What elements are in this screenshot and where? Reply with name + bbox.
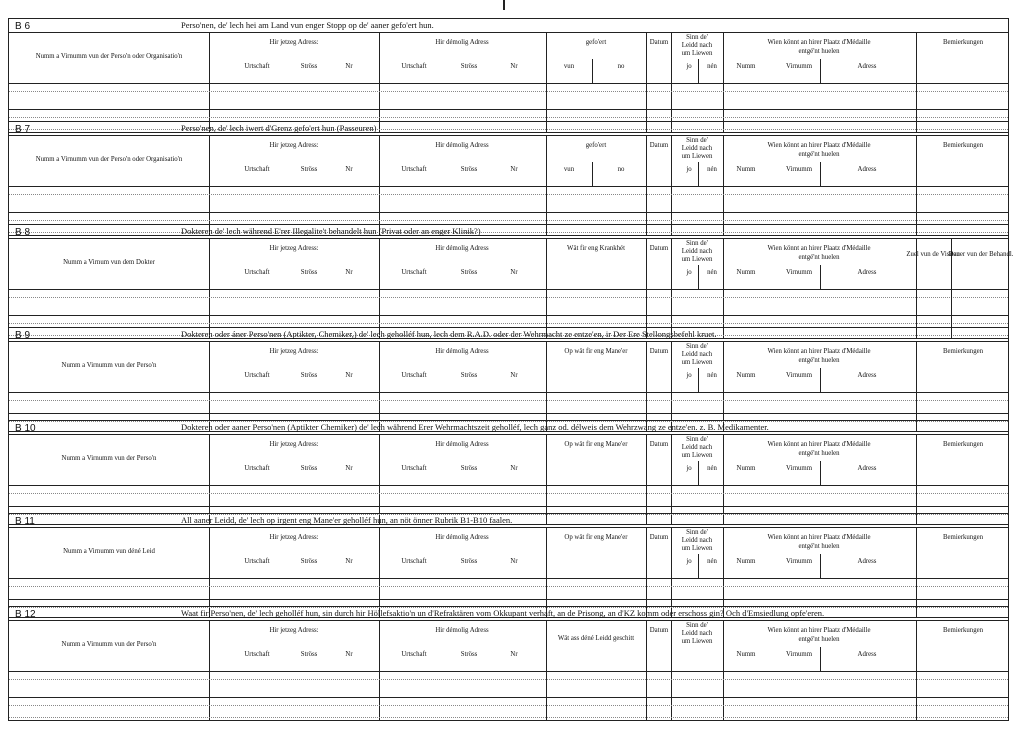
street-subheader: Ströss	[300, 63, 318, 70]
middle-column-header: Op wät fir eng Mane'er	[564, 534, 628, 541]
name-column-header: Numm a Virnumm vun déné Leid	[63, 548, 155, 555]
column-divider	[546, 342, 547, 431]
alive-column-header: Sinn de'	[686, 34, 708, 41]
medal-name-subheader: Numm	[736, 269, 756, 276]
name-column-header: Numm a Virnumm vun der Perso'n	[61, 641, 157, 648]
street-subheader: Ströss	[460, 63, 478, 70]
alive-column-header: um Liewen	[681, 545, 713, 552]
medal-address-subheader: Adress	[857, 465, 877, 472]
alive-column-header: um Liewen	[681, 256, 713, 263]
number-subheader: Nr	[510, 269, 518, 276]
number-subheader: Nr	[345, 558, 353, 565]
former-address-header: Hir démolig Adress	[435, 142, 489, 149]
medal-column-header: entgé'nt huelen	[798, 151, 840, 158]
alive-column-header: Sinn de'	[686, 436, 708, 443]
yes-no-subheader: nén	[707, 465, 717, 472]
writing-guide-line	[9, 117, 1008, 118]
yes-no-subheader: nén	[707, 372, 717, 379]
writing-guide-line	[9, 194, 1008, 195]
yes-no-divider	[698, 162, 699, 186]
yes-no-subheader: nén	[707, 269, 717, 276]
form-section	[8, 420, 1009, 525]
writing-guide-line	[9, 323, 1008, 324]
number-subheader: Nr	[510, 63, 518, 70]
town-subheader: Urtschaft	[401, 558, 427, 565]
street-subheader: Ströss	[460, 558, 478, 565]
date-column-header: Datum	[649, 348, 669, 355]
town-subheader: Urtschaft	[244, 651, 270, 658]
writing-guide-line	[9, 679, 1008, 680]
yes-no-subheader: jo	[686, 269, 692, 276]
number-subheader: Nr	[510, 465, 518, 472]
middle-column-header: Op wät fir eng Mane'er	[564, 348, 628, 355]
street-subheader: Ströss	[300, 166, 318, 173]
column-divider	[646, 342, 647, 431]
former-address-header: Hir démolig Adress	[435, 441, 489, 448]
name-column-header: Numm a Virnum vun dem Dokter	[63, 259, 155, 266]
number-subheader: Nr	[345, 63, 353, 70]
form-section	[8, 327, 1009, 432]
section-header	[8, 327, 1009, 341]
medal-divider	[820, 162, 821, 186]
header-rule	[9, 289, 1008, 290]
form-section	[8, 606, 1009, 721]
medal-column-header: Wien könnt an hirer Plaatz d'Médaille	[767, 627, 871, 634]
name-column-header: Numm a Virnumm vun der Perso'n oder Organisatio'n	[35, 156, 183, 163]
town-subheader: Urtschaft	[244, 63, 270, 70]
date-column-header: Datum	[649, 534, 669, 541]
number-subheader: Nr	[510, 372, 518, 379]
medal-address-subheader: Adress	[857, 269, 877, 276]
yes-no-subheader: jo	[686, 558, 692, 565]
writing-guide-line	[9, 705, 1008, 706]
column-divider	[379, 342, 380, 431]
yes-no-divider	[698, 368, 699, 392]
current-address-header: Hir jetzeg Adress:	[269, 245, 319, 252]
medal-column-header: Wien könnt an hirer Plaatz d'Médaille	[767, 39, 871, 46]
header-rule	[9, 578, 1008, 579]
remarks-column-header: Bemierkungen	[942, 534, 984, 541]
section-code: B 7	[15, 124, 31, 135]
writing-guide-line	[9, 717, 1008, 718]
medal-column-header: entgé'nt huelen	[798, 254, 840, 261]
writing-guide-line	[9, 220, 1008, 221]
section-table	[8, 434, 1009, 525]
alive-column-header: Leidd nach	[681, 145, 713, 152]
medal-column-header: Wien könnt an hirer Plaatz d'Médaille	[767, 441, 871, 448]
medal-firstname-subheader: Virnumm	[785, 269, 813, 276]
name-column-header: Numm a Virnumm vun der Perso'n	[61, 455, 157, 462]
medal-divider	[820, 265, 821, 289]
medal-column-header: Wien könnt an hirer Plaatz d'Médaille	[767, 245, 871, 252]
writing-guide-line	[9, 586, 1008, 587]
name-column-header: Numm a Virnumm vun der Perso'n oder Organisatio'n	[35, 53, 183, 60]
column-divider	[546, 528, 547, 617]
column-divider	[916, 342, 917, 431]
medal-column-header: Wien könnt an hirer Plaatz d'Médaille	[767, 142, 871, 149]
former-address-header: Hir démolig Adress	[435, 534, 489, 541]
column-divider	[916, 528, 917, 617]
writing-guide-line	[9, 297, 1008, 298]
remarks-column-header: Bemierkungen	[942, 142, 984, 149]
section-title: Dokteren oder aaner Perso'nen (Aptikter Chemiker) de' lech während Erer Wehrmachtszeit geholléf, lech ganz od. délweis dem Wehrzwang ze entze'en. z. B. Medikamenter.	[181, 422, 769, 432]
alive-column-header: Leidd nach	[681, 444, 713, 451]
section-header	[8, 121, 1009, 135]
column-divider	[379, 528, 380, 617]
row-rule	[9, 697, 1008, 698]
town-subheader: Urtschaft	[244, 166, 270, 173]
section-title: All aaner Leidd, de' lech op irgent eng Mane'er geholléf hun, an nöt önner Rubrik B1-B10 faalen.	[181, 515, 513, 525]
column-divider	[671, 342, 672, 431]
medal-firstname-subheader: Virnumm	[785, 372, 813, 379]
row-rule	[9, 109, 1008, 110]
number-subheader: Nr	[510, 558, 518, 565]
section-code: B 11	[15, 516, 35, 527]
medal-divider	[820, 59, 821, 83]
section-header	[8, 513, 1009, 527]
date-column-header: Datum	[649, 142, 669, 149]
header-rule	[9, 485, 1008, 486]
header-rule	[9, 83, 1008, 84]
town-subheader: Urtschaft	[244, 465, 270, 472]
yes-no-subheader: jo	[686, 63, 692, 70]
current-address-header: Hir jetzeg Adress:	[269, 441, 319, 448]
alive-column-header: Leidd nach	[681, 351, 713, 358]
medal-firstname-subheader: Virnumm	[785, 465, 813, 472]
row-rule	[9, 506, 1008, 507]
alive-column-header: um Liewen	[681, 638, 713, 645]
street-subheader: Ströss	[460, 269, 478, 276]
row-rule	[9, 413, 1008, 414]
street-subheader: Ströss	[300, 372, 318, 379]
medal-column-header: Wien könnt an hirer Plaatz d'Médaille	[767, 348, 871, 355]
section-code: B 8	[15, 227, 31, 238]
medal-name-subheader: Numm	[736, 63, 756, 70]
town-subheader: Urtschaft	[401, 651, 427, 658]
medal-column-header: entgé'nt huelen	[798, 450, 840, 457]
alive-column-header: Sinn de'	[686, 529, 708, 536]
alive-column-header: Sinn de'	[686, 622, 708, 629]
medal-address-subheader: Adress	[857, 63, 877, 70]
medal-address-subheader: Adress	[857, 558, 877, 565]
street-subheader: Ströss	[460, 166, 478, 173]
date-column-header: Datum	[649, 441, 669, 448]
section-header	[8, 606, 1009, 620]
section-table	[8, 341, 1009, 432]
medal-name-subheader: Numm	[736, 166, 756, 173]
street-subheader: Ströss	[300, 558, 318, 565]
middle-column-header: Wät ass déné Leidd geschitt	[557, 635, 635, 642]
alive-column-header: um Liewen	[681, 359, 713, 366]
number-subheader: Nr	[345, 372, 353, 379]
remarks-column-header: Bemierkungen	[942, 441, 984, 448]
section-code: B 6	[15, 21, 31, 32]
medal-address-subheader: Adress	[857, 651, 877, 658]
yes-no-divider	[698, 554, 699, 578]
alive-column-header: Sinn de'	[686, 343, 708, 350]
medal-firstname-subheader: Virnumm	[785, 651, 813, 658]
medal-address-subheader: Adress	[857, 372, 877, 379]
treatment-duration-column-header: Dauer vun der Behandl.	[948, 251, 1014, 258]
yes-no-subheader: jo	[686, 465, 692, 472]
alive-column-header: Leidd nach	[681, 42, 713, 49]
alive-column-header: um Liewen	[681, 153, 713, 160]
column-divider	[646, 528, 647, 617]
street-subheader: Ströss	[300, 465, 318, 472]
current-address-header: Hir jetzeg Adress:	[269, 142, 319, 149]
alive-column-header: Sinn de'	[686, 137, 708, 144]
street-subheader: Ströss	[300, 651, 318, 658]
column-divider	[723, 342, 724, 431]
section-title: Dokteren oder áner Perso'nen (Aptikter, Chemiker,) de' lech geholléf hun, lech dem R.A.D. oder der Wehrmacht ze entze'en, ir Der Ere Stellongsbefehl kruet.	[181, 329, 717, 339]
route-subheader: vun	[563, 166, 575, 173]
yes-no-divider	[698, 461, 699, 485]
former-address-header: Hir démolig Adress	[435, 348, 489, 355]
section-header	[8, 18, 1009, 32]
street-subheader: Ströss	[460, 465, 478, 472]
column-divider	[723, 528, 724, 617]
number-subheader: Nr	[345, 465, 353, 472]
yes-no-subheader: jo	[686, 372, 692, 379]
remarks-column-header: Bemierkungen	[942, 39, 984, 46]
town-subheader: Urtschaft	[244, 558, 270, 565]
medal-name-subheader: Numm	[736, 558, 756, 565]
town-subheader: Urtschaft	[401, 269, 427, 276]
column-divider	[379, 435, 380, 524]
middle-column-header: gefo'ert	[585, 39, 607, 46]
medal-divider	[820, 647, 821, 671]
column-divider	[209, 435, 210, 524]
middle-column-header: Wät fir eng Krankhét	[567, 245, 625, 252]
medal-firstname-subheader: Virnumm	[785, 63, 813, 70]
sub-divider	[592, 162, 593, 186]
alive-column-header: um Liewen	[681, 452, 713, 459]
section-table	[8, 32, 1009, 133]
number-subheader: Nr	[345, 651, 353, 658]
sub-divider	[592, 59, 593, 83]
section-code: B 9	[15, 330, 31, 341]
medal-name-subheader: Numm	[736, 651, 756, 658]
yes-no-subheader: nén	[707, 166, 717, 173]
form-section	[8, 224, 1014, 339]
form-section	[8, 121, 1009, 236]
date-column-header: Datum	[649, 627, 669, 634]
column-divider	[671, 528, 672, 617]
column-divider	[646, 435, 647, 524]
medal-name-subheader: Numm	[736, 372, 756, 379]
visits-column-header: Zuel vun de Visiten	[906, 251, 960, 258]
section-code: B 12	[15, 609, 36, 620]
alive-column-header: Leidd nach	[681, 248, 713, 255]
former-address-header: Hir démolig Adress	[435, 627, 489, 634]
date-column-header: Datum	[649, 39, 669, 46]
section-table	[8, 527, 1009, 618]
section-header	[8, 420, 1009, 434]
column-divider	[546, 435, 547, 524]
alive-column-header: Leidd nach	[681, 537, 713, 544]
yes-no-subheader: nén	[707, 558, 717, 565]
medal-column-header: entgé'nt huelen	[798, 357, 840, 364]
street-subheader: Ströss	[460, 651, 478, 658]
column-divider	[723, 435, 724, 524]
alive-column-header: Leidd nach	[681, 630, 713, 637]
column-divider	[916, 435, 917, 524]
number-subheader: Nr	[510, 651, 518, 658]
town-subheader: Urtschaft	[401, 465, 427, 472]
medal-divider	[820, 461, 821, 485]
section-title: Dokteren de' lech während E'rer Illegalite't behandelt hun (Privat oder an enger Klinik?)	[181, 226, 481, 236]
current-address-header: Hir jetzeg Adress:	[269, 348, 319, 355]
medal-address-subheader: Adress	[857, 166, 877, 173]
date-column-header: Datum	[649, 245, 669, 252]
medal-divider	[820, 554, 821, 578]
section-table	[8, 135, 1009, 236]
street-subheader: Ströss	[460, 372, 478, 379]
middle-column-header: gefo'ert	[585, 142, 607, 149]
header-rule	[9, 671, 1008, 672]
town-subheader: Urtschaft	[401, 372, 427, 379]
section-table	[8, 238, 1014, 339]
writing-guide-line	[9, 493, 1008, 494]
town-subheader: Urtschaft	[401, 166, 427, 173]
town-subheader: Urtschaft	[244, 372, 270, 379]
section-code: B 10	[15, 423, 36, 434]
medal-name-subheader: Numm	[736, 465, 756, 472]
former-address-header: Hir démolig Adress	[435, 245, 489, 252]
route-subheader: vun	[563, 63, 575, 70]
section-title: Perso'nen, de' lech iwert d'Grenz gefo'ert hun (Passeuren)	[181, 123, 377, 133]
header-rule	[9, 186, 1008, 187]
middle-column-header: Op wät fir eng Mane'er	[564, 441, 628, 448]
medal-column-header: entgé'nt huelen	[798, 543, 840, 550]
column-divider	[671, 435, 672, 524]
writing-guide-line	[9, 400, 1008, 401]
medal-column-header: entgé'nt huelen	[798, 636, 840, 643]
medal-column-header: entgé'nt huelen	[798, 48, 840, 55]
row-rule	[9, 599, 1008, 600]
remarks-column-header: Bemierkungen	[942, 627, 984, 634]
column-divider	[209, 342, 210, 431]
yes-no-subheader: jo	[686, 166, 692, 173]
town-subheader: Urtschaft	[244, 269, 270, 276]
yes-no-divider	[698, 59, 699, 83]
form-section	[8, 18, 1009, 133]
current-address-header: Hir jetzeg Adress:	[269, 39, 319, 46]
route-subheader: no	[617, 166, 625, 173]
section-header	[8, 224, 1009, 238]
writing-guide-line	[9, 91, 1008, 92]
current-address-header: Hir jetzeg Adress:	[269, 534, 319, 541]
row-rule	[9, 212, 1008, 213]
section-table	[8, 620, 1009, 721]
medal-firstname-subheader: Virnumm	[785, 558, 813, 565]
section-title: Perso'nen, de' lech hei am Land vun enger Stopp op de' aaner gefo'ert hun.	[181, 20, 434, 30]
top-tick-mark	[503, 0, 505, 10]
row-rule	[9, 315, 1008, 316]
street-subheader: Ströss	[300, 269, 318, 276]
section-title: Waat fir Perso'nen, de' lech geholléf hun, sin durch hir Höllefsaktio'n un d'Refraktären vom Okkupant verhaft, an de Prisong, an d'KZ komm oder erschoss gin? Och d'Emsiedlung opfe'eren.	[181, 608, 825, 618]
medal-column-header: Wien könnt an hirer Plaatz d'Médaille	[767, 534, 871, 541]
column-divider	[209, 528, 210, 617]
form-section	[8, 513, 1009, 618]
medal-firstname-subheader: Virnumm	[785, 166, 813, 173]
yes-no-subheader: nén	[707, 63, 717, 70]
number-subheader: Nr	[510, 166, 518, 173]
header-rule	[9, 392, 1008, 393]
former-address-header: Hir démolig Adress	[435, 39, 489, 46]
remarks-column-header: Bemierkungen	[942, 348, 984, 355]
yes-no-divider	[698, 265, 699, 289]
route-subheader: no	[617, 63, 625, 70]
name-column-header: Numm a Virnumm vun der Perso'n	[61, 362, 157, 369]
alive-column-header: um Liewen	[681, 50, 713, 57]
current-address-header: Hir jetzeg Adress:	[269, 627, 319, 634]
number-subheader: Nr	[345, 166, 353, 173]
alive-column-header: Sinn de'	[686, 240, 708, 247]
town-subheader: Urtschaft	[401, 63, 427, 70]
number-subheader: Nr	[345, 269, 353, 276]
medal-divider	[820, 368, 821, 392]
